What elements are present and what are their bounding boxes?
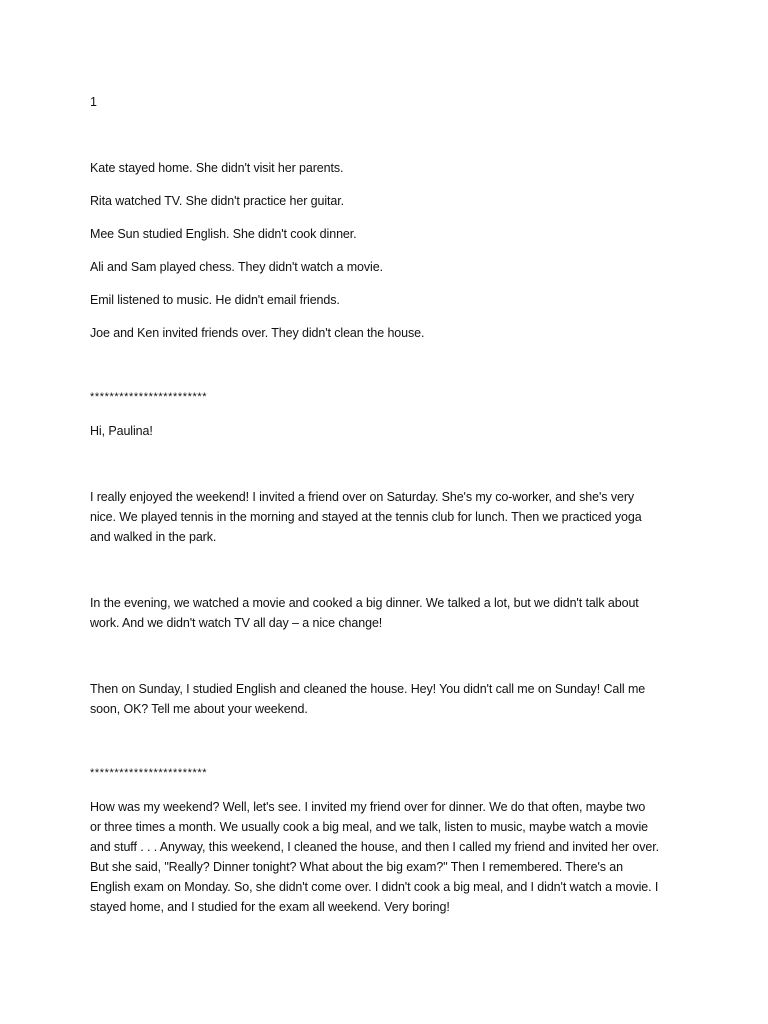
sentence-rita: Rita watched TV. She didn't practice her guitar. [90,194,344,208]
paragraph-line: work. And we didn't watch TV all day – a nice change! [90,616,383,630]
paragraph-line: and walked in the park. [90,530,217,544]
email-paragraph-3 [90,679,680,719]
story-paragraph [90,797,680,917]
email-paragraph-1 [90,487,680,547]
sentence-kate: Kate stayed home. She didn't visit her parents. [90,161,344,175]
paragraph-line: and stuff . . . Anyway, this weekend, I cleaned the house, and then I called my friend and invited her over. [90,840,659,854]
sentence-mee-sun: Mee Sun studied English. She didn't cook dinner. [90,227,357,241]
sentence-ali-sam: Ali and Sam played chess. They didn't watch a movie. [90,260,383,274]
paragraph-line: English exam on Monday. So, she didn't come over. I didn't cook a big meal, and I didn't watch a movie. I [90,880,659,894]
paragraph-line: I really enjoyed the weekend! I invited a friend over on Saturday. She's my co-worker, and she's very [90,490,635,504]
page-number: 1 [90,95,97,109]
paragraph-line: nice. We played tennis in the morning and stayed at the tennis club for lunch. Then we practiced yoga [90,510,642,524]
paragraph-line: Then on Sunday, I studied English and cleaned the house. Hey! You didn't call me on Sunday! Call me [90,682,646,696]
paragraph-line: or three times a month. We usually cook a big meal, and we talk, listen to music, maybe watch a movie [90,820,648,834]
paragraph-line: stayed home, and I studied for the exam all weekend. Very boring! [90,900,450,914]
email-greeting: Hi, Paulina! [90,424,153,438]
separator-line: ************************ [90,767,208,779]
paragraph-line: But she said, "Really? Dinner tonight? What about the big exam?" Then I remembered. There's an [90,860,623,874]
paragraph-line: How was my weekend? Well, let's see. I invited my friend over for dinner. We do that often, maybe two [90,800,646,814]
paragraph-line: soon, OK? Tell me about your weekend. [90,702,308,716]
sentence-emil: Emil listened to music. He didn't email friends. [90,293,340,307]
email-paragraph-2 [90,593,680,633]
paragraph-line: In the evening, we watched a movie and cooked a big dinner. We talked a lot, but we didn't talk about [90,596,639,610]
separator-line: ************************ [90,391,208,403]
sentence-joe-ken: Joe and Ken invited friends over. They didn't clean the house. [90,326,425,340]
